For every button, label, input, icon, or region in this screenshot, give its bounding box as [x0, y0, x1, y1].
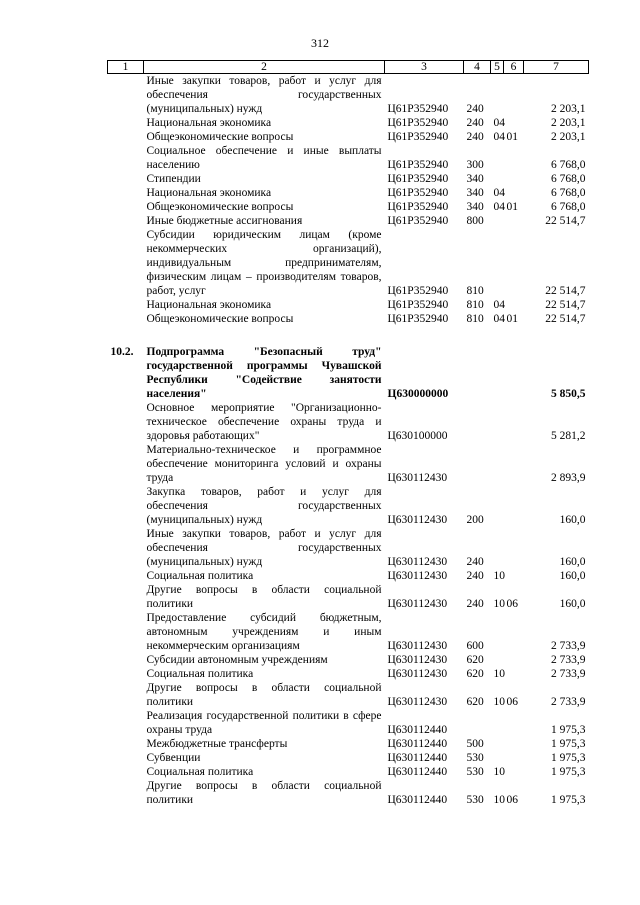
row-section: 10 [493, 766, 505, 778]
row-number [108, 583, 144, 611]
row-expense-type: 800 [466, 215, 484, 227]
row-section [491, 401, 504, 443]
row-expense-type: 600 [466, 640, 484, 652]
row-sum: 22 514,7 [545, 285, 586, 297]
row-section [491, 709, 504, 737]
row-section: 10 [493, 794, 505, 806]
row-code: Ц630112440 [387, 738, 448, 750]
row-subsection [504, 214, 524, 228]
header-col-5: 5 [491, 61, 504, 74]
row-expense-type: 340 [466, 201, 484, 213]
row-code: Ц630112430 [387, 598, 448, 610]
row-code: Ц630112430 [387, 570, 448, 582]
row-expense-type: 620 [466, 668, 484, 680]
row-code: Ц61Р352940 [387, 215, 449, 227]
header-col-1: 1 [108, 61, 144, 74]
row-number [108, 228, 144, 298]
row-code: Ц61Р352940 [387, 173, 449, 185]
row-section [491, 527, 504, 569]
row-name: Субсидии автономным учреждениям [146, 654, 328, 666]
row-sum: 2 733,9 [551, 696, 586, 708]
table-row [108, 214, 589, 228]
row-subsection [504, 709, 524, 737]
row-sum: 6 768,0 [551, 173, 586, 185]
table-row [108, 527, 589, 569]
row-number [108, 200, 144, 214]
row-subsection [504, 751, 524, 765]
row-code: Ц61Р352940 [387, 187, 449, 199]
row-name: Социальная политика [146, 570, 254, 582]
row-name: Другие вопросы в области социальной политики [146, 682, 382, 708]
row-subsection [504, 569, 524, 583]
row-subsection [504, 345, 524, 401]
table-row [108, 653, 589, 667]
row-expense-type: 530 [466, 794, 484, 806]
row-section [491, 228, 504, 298]
row-sum: 2 893,9 [551, 472, 586, 484]
row-expense-type: 300 [466, 159, 484, 171]
row-number [108, 485, 144, 527]
row-code: Ц61Р352940 [387, 201, 449, 213]
row-number [108, 779, 144, 807]
row-code: Ц630112440 [387, 724, 448, 736]
row-section [491, 172, 504, 186]
row-name: Социальная политика [146, 668, 254, 680]
row-sum: 22 514,7 [545, 313, 586, 325]
row-number [108, 74, 144, 117]
row-expense-type: 810 [466, 313, 484, 325]
row-expense-type: 620 [466, 654, 484, 666]
row-sum: 6 768,0 [551, 201, 586, 213]
row-subsection [504, 653, 524, 667]
row-section [491, 485, 504, 527]
row-subsection [504, 228, 524, 298]
table-row [108, 172, 589, 186]
row-subsection [504, 186, 524, 200]
budget-table [107, 60, 589, 807]
row-name: Стипендии [146, 173, 201, 185]
row-section [491, 214, 504, 228]
table-header-row [108, 61, 589, 74]
row-subsection: 06 [506, 598, 518, 610]
row-expense-type: 620 [466, 696, 484, 708]
row-name: Иные закупки товаров, работ и услуг для обеспечения государственных (муниципальных) нужд [146, 75, 382, 115]
row-number [108, 737, 144, 751]
table-row [108, 681, 589, 709]
table-row [108, 186, 589, 200]
row-section: 04 [493, 117, 505, 129]
row-section: 04 [493, 313, 505, 325]
row-subsection: 01 [506, 313, 518, 325]
row-sum: 1 975,3 [551, 794, 586, 806]
row-expense-type: 810 [466, 299, 484, 311]
table-row [108, 312, 589, 326]
section-row [108, 345, 589, 401]
row-section: 04 [493, 201, 505, 213]
row-name: Другие вопросы в области социальной политики [146, 780, 382, 806]
row-sum: 1 975,3 [551, 724, 586, 736]
row-number [108, 214, 144, 228]
table-row [108, 228, 589, 298]
table-row [108, 569, 589, 583]
row-code: Ц61Р352940 [387, 285, 449, 297]
page-number: 312 [311, 36, 329, 50]
row-number [108, 172, 144, 186]
row-name: Основное мероприятие "Организационно-техническое обеспечение охраны труда и здоровья работающих" [146, 402, 382, 442]
table-row [108, 443, 589, 485]
row-subsection: 06 [506, 696, 518, 708]
row-code: Ц630112430 [387, 668, 448, 680]
header-col-7: 7 [524, 61, 589, 74]
row-subsection [504, 667, 524, 681]
row-expense-type: 240 [466, 556, 484, 568]
row-expense-type: 240 [466, 117, 484, 129]
row-section [491, 737, 504, 751]
row-name: Общеэкономические вопросы [146, 131, 294, 143]
row-name: Национальная экономика [146, 117, 272, 129]
row-expense-type: 810 [466, 285, 484, 297]
row-code: Ц61Р352940 [387, 131, 449, 143]
table-row [108, 709, 589, 737]
row-number [108, 443, 144, 485]
row-section: 04 [493, 131, 505, 143]
row-name: Подпрограмма "Безопасный труд" государственной программы Чувашской Республики "Содействие занятости населения" [146, 346, 382, 400]
row-sum: 2 203,1 [551, 131, 586, 143]
header-col-4: 4 [464, 61, 491, 74]
row-sum: 22 514,7 [545, 215, 586, 227]
budget-table-body [108, 61, 589, 808]
row-name: Иные закупки товаров, работ и услуг для обеспечения государственных (муниципальных) нужд [146, 528, 382, 568]
row-number [108, 401, 144, 443]
row-name: Реализация государственной политики в сфере охраны труда [146, 710, 382, 736]
row-subsection: 01 [506, 131, 518, 143]
row-subsection [504, 74, 524, 117]
row-number [108, 611, 144, 653]
row-code: Ц630112440 [387, 752, 448, 764]
row-number [108, 527, 144, 569]
row-section [491, 653, 504, 667]
row-number [108, 765, 144, 779]
row-sum: 160,0 [559, 514, 586, 526]
row-expense-type: 200 [466, 514, 484, 526]
row-section: 04 [493, 187, 505, 199]
row-code: Ц630112430 [387, 556, 448, 568]
row-subsection [504, 611, 524, 653]
row-subsection [504, 737, 524, 751]
table-row [108, 583, 589, 611]
table-row [108, 737, 589, 751]
row-number [108, 130, 144, 144]
row-sum: 2 203,1 [551, 117, 586, 129]
row-subsection [504, 172, 524, 186]
row-code: Ц61Р352940 [387, 159, 449, 171]
row-sum: 22 514,7 [545, 299, 586, 311]
row-sum: 6 768,0 [551, 187, 586, 199]
row-section: 10 [493, 696, 505, 708]
row-code: Ц630112430 [387, 696, 448, 708]
row-number [108, 681, 144, 709]
row-code: Ц630112440 [387, 766, 448, 778]
table-row [108, 74, 589, 117]
row-expense-type: 240 [466, 131, 484, 143]
row-sum: 1 975,3 [551, 752, 586, 764]
row-sum: 2 733,9 [551, 640, 586, 652]
row-expense-type: 340 [466, 187, 484, 199]
row-name: Закупка товаров, работ и услуг для обеспечения государственных (муниципальных) нужд [146, 486, 382, 526]
row-expense-type: 240 [466, 570, 484, 582]
spacer-cell [108, 326, 589, 345]
row-name: Предоставление субсидий бюджетным, автономным учреждениям и иным некоммерческим организациям [146, 612, 382, 652]
table-row [108, 116, 589, 130]
row-sum: 1 975,3 [551, 766, 586, 778]
row-subsection: 01 [506, 201, 518, 213]
row-section [491, 144, 504, 172]
table-row [108, 130, 589, 144]
header-col-3: 3 [385, 61, 464, 74]
row-expense-type [464, 401, 491, 443]
row-number [108, 298, 144, 312]
row-section: 04 [493, 299, 505, 311]
row-expense-type [464, 345, 491, 401]
row-subsection [504, 527, 524, 569]
row-name: Общеэкономические вопросы [146, 201, 294, 213]
row-sum: 5 850,5 [551, 388, 586, 400]
spacer-row [108, 326, 589, 345]
row-sum: 2 733,9 [551, 654, 586, 666]
header-col-6: 6 [504, 61, 524, 74]
row-section [491, 74, 504, 117]
row-subsection [504, 116, 524, 130]
row-section: 10 [493, 570, 505, 582]
row-name: Межбюджетные трансферты [146, 738, 288, 750]
row-expense-type [464, 709, 491, 737]
row-section [491, 345, 504, 401]
table-row [108, 144, 589, 172]
row-expense-type: 340 [466, 173, 484, 185]
row-name: Другие вопросы в области социальной политики [146, 584, 382, 610]
row-sum: 5 281,2 [551, 430, 586, 442]
row-name: Иные бюджетные ассигнования [146, 215, 303, 227]
row-number: 10.2. [110, 346, 134, 358]
table-row [108, 298, 589, 312]
row-code: Ц61Р352940 [387, 117, 449, 129]
row-expense-type: 500 [466, 738, 484, 750]
row-name: Национальная экономика [146, 187, 272, 199]
table-row [108, 200, 589, 214]
row-expense-type: 240 [466, 103, 484, 115]
row-number [108, 186, 144, 200]
row-expense-type: 530 [466, 752, 484, 764]
row-subsection [504, 765, 524, 779]
row-code: Ц630112430 [387, 514, 448, 526]
row-subsection: 06 [506, 794, 518, 806]
row-expense-type: 240 [466, 598, 484, 610]
row-code: Ц630112440 [387, 794, 448, 806]
row-number [108, 312, 144, 326]
row-sum: 2 733,9 [551, 668, 586, 680]
row-subsection [504, 298, 524, 312]
table-row [108, 611, 589, 653]
row-subsection [504, 401, 524, 443]
row-code: Ц630100000 [387, 430, 448, 442]
row-name: Материально-техническое и программное обеспечение мониторинга условий и охраны труда [146, 444, 382, 484]
row-expense-type: 530 [466, 766, 484, 778]
row-name: Общеэкономические вопросы [146, 313, 294, 325]
table-row [108, 401, 589, 443]
row-code: Ц630112430 [387, 654, 448, 666]
row-section: 10 [493, 598, 505, 610]
header-col-2: 2 [144, 61, 385, 74]
row-number [108, 667, 144, 681]
row-code: Ц630112430 [387, 640, 448, 652]
row-number [108, 569, 144, 583]
table-row [108, 779, 589, 807]
row-section [491, 443, 504, 485]
row-code: Ц61Р352940 [387, 103, 449, 115]
row-sum: 6 768,0 [551, 159, 586, 171]
row-sum: 160,0 [559, 598, 586, 610]
row-code: Ц630000000 [387, 388, 449, 400]
row-number [108, 709, 144, 737]
row-code: Ц61Р352940 [387, 299, 449, 311]
row-name: Субвенции [146, 752, 201, 764]
row-code: Ц630112430 [387, 472, 448, 484]
row-subsection [504, 485, 524, 527]
row-subsection [504, 144, 524, 172]
row-number [108, 653, 144, 667]
row-number [108, 144, 144, 172]
row-section [491, 611, 504, 653]
table-row [108, 667, 589, 681]
table-row [108, 765, 589, 779]
row-section: 10 [493, 668, 505, 680]
row-name: Социальное обеспечение и иные выплаты населению [146, 145, 382, 171]
table-row [108, 485, 589, 527]
row-name: Национальная экономика [146, 299, 272, 311]
row-subsection [504, 443, 524, 485]
row-sum: 160,0 [559, 556, 586, 568]
row-name: Субсидии юридическим лицам (кроме некоммерческих организаций), индивидуальным предпринимателям, физическим лицам – производителям товаров, работ, услуг [146, 229, 382, 297]
row-section [491, 751, 504, 765]
row-code: Ц61Р352940 [387, 313, 449, 325]
row-number [108, 116, 144, 130]
row-expense-type [464, 443, 491, 485]
row-sum: 2 203,1 [551, 103, 586, 115]
row-number [108, 751, 144, 765]
table-row [108, 751, 589, 765]
row-sum: 1 975,3 [551, 738, 586, 750]
row-name: Социальная политика [146, 766, 254, 778]
row-sum: 160,0 [559, 570, 586, 582]
